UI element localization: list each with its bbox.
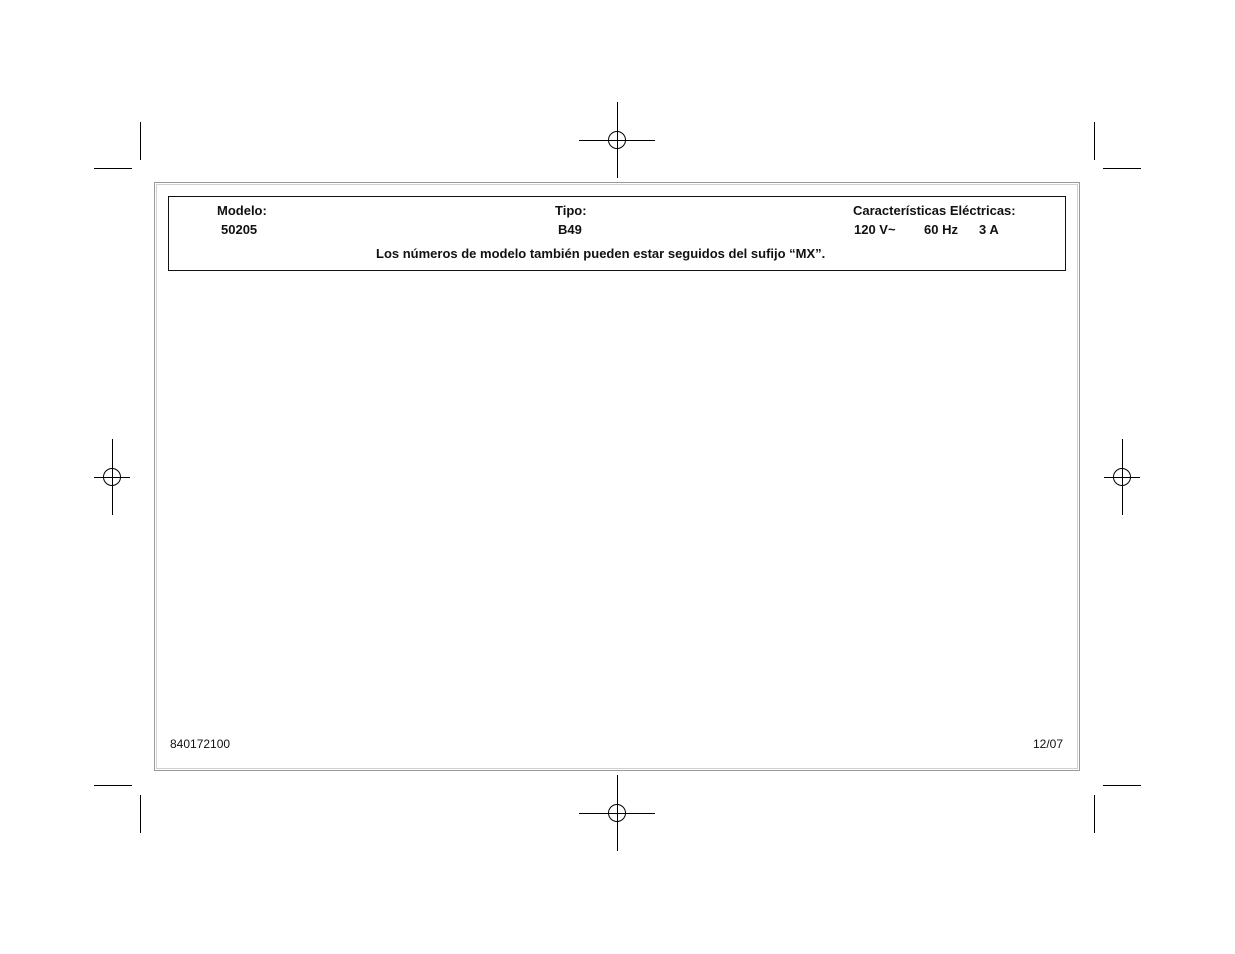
crop-mark-bottom-right-vertical bbox=[1094, 795, 1095, 833]
model-label: Modelo: bbox=[217, 203, 267, 218]
crop-mark-bottom-left-vertical bbox=[140, 795, 141, 833]
model-value: 50205 bbox=[221, 222, 258, 237]
crop-mark-top-right-vertical bbox=[1094, 122, 1095, 160]
crop-mark-bottom-right-horizontal bbox=[1103, 785, 1141, 786]
type-label: Tipo: bbox=[555, 203, 587, 218]
model-suffix-note: Los números de modelo también pueden estar seguidos del sufijo “MX”. bbox=[376, 246, 826, 261]
type-value: B49 bbox=[558, 222, 582, 237]
electrical-label: Características Eléctricas: bbox=[853, 203, 1016, 218]
crop-mark-top-right-horizontal bbox=[1103, 168, 1141, 169]
voltage-value: 120 V~ bbox=[854, 222, 896, 237]
specification-box bbox=[168, 196, 1066, 271]
crop-mark-top-left-horizontal bbox=[94, 168, 132, 169]
frequency-value: 60 Hz bbox=[924, 222, 958, 237]
date-code: 12/07 bbox=[1032, 737, 1063, 751]
page-border-inner bbox=[156, 184, 1078, 769]
crop-mark-bottom-left-horizontal bbox=[94, 785, 132, 786]
current-value: 3 A bbox=[979, 222, 999, 237]
crop-mark-top-left-vertical bbox=[140, 122, 141, 160]
part-number: 840172100 bbox=[170, 737, 231, 751]
